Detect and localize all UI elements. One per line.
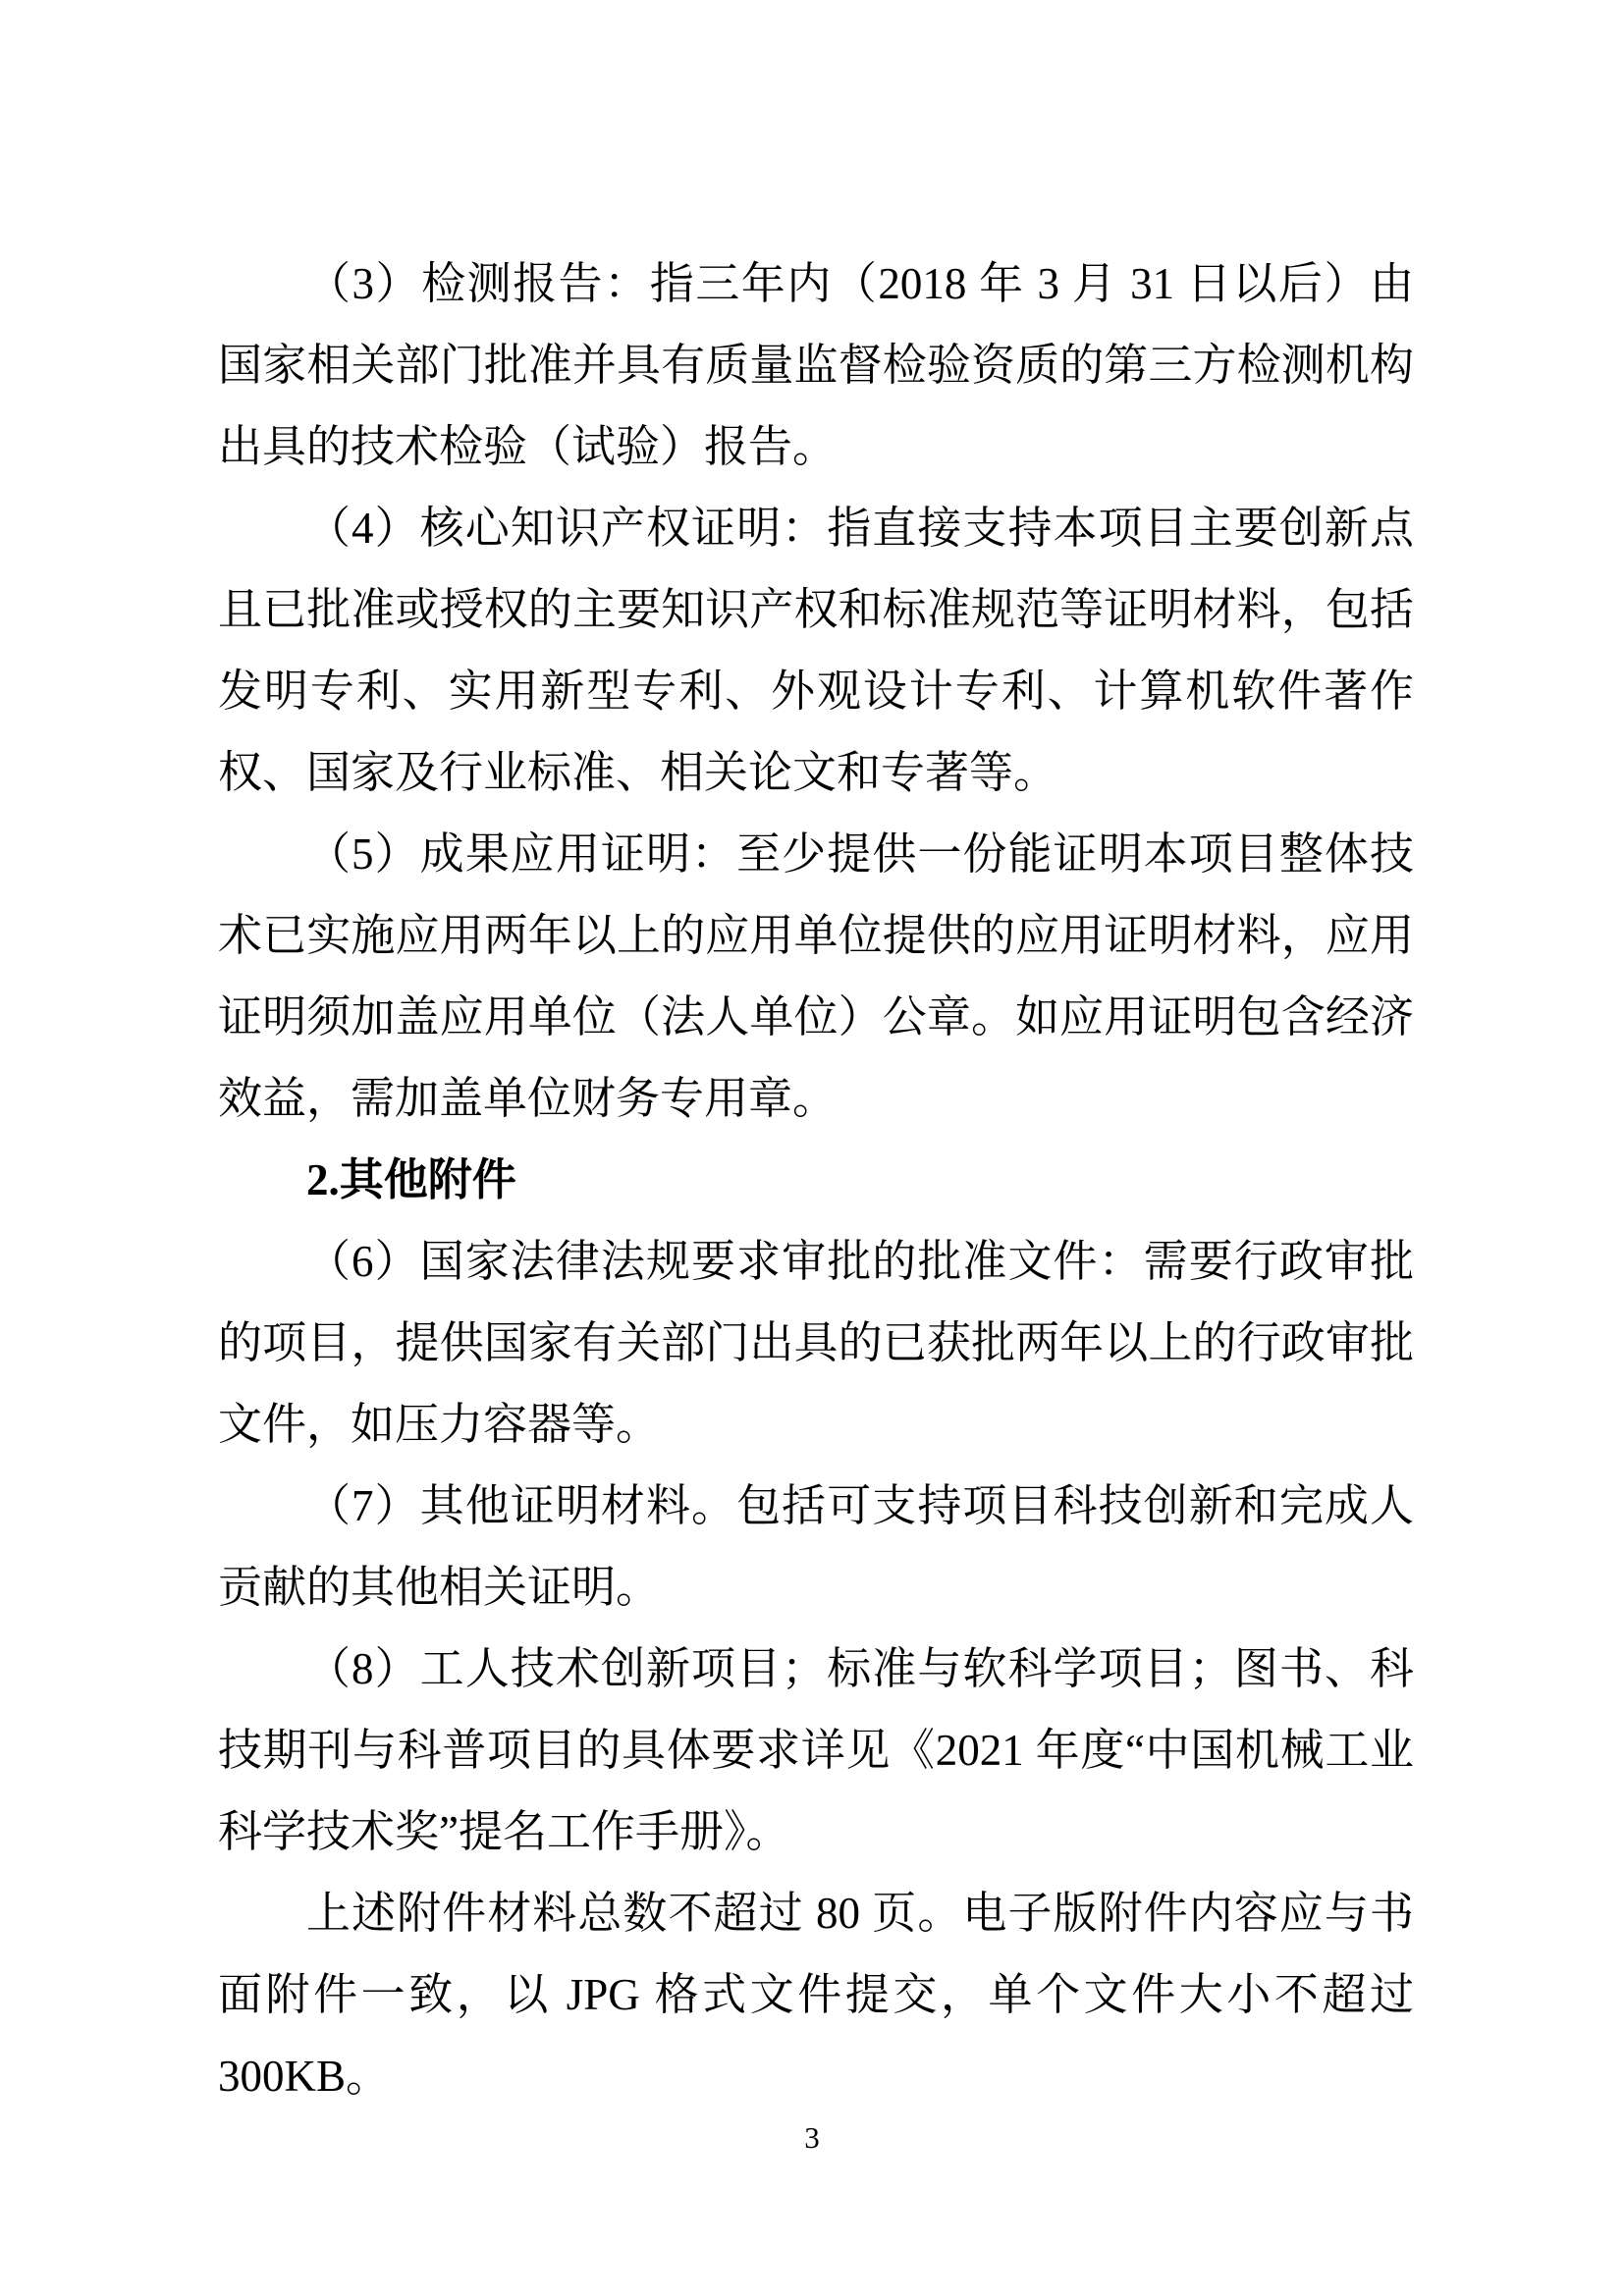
- paragraph-special-project-requirements: （8）工人技术创新项目；标准与软科学项目；图书、科技期刊与科普项目的具体要求详见《2021 年度“中国机械工业科学技术奖”提名工作手册》。: [218, 1644, 1414, 1856]
- page-number: 3: [804, 2120, 820, 2155]
- page-footer: [0, 2118, 1624, 2158]
- paragraph-approval-documents: （6）国家法律法规要求审批的批准文件：需要行政审批的项目，提供国家有关部门出具的已获批两年以上的行政审批文件，如压力容器等。: [218, 1237, 1414, 1449]
- paragraph-attachment-limits: 上述附件材料总数不超过 80 页。电子版附件内容应与书面附件一致，以 JPG 格式文件提交，单个文件大小不超过 300KB。: [218, 1889, 1414, 2101]
- paragraph-test-report: （3）检测报告：指三年内（2018 年 3 月 31 日以后）由国家相关部门批准并具有质量监督检验资质的第三方检测机构出具的技术检验（试验）报告。: [218, 259, 1414, 471]
- paragraph-application-proof: （5）成果应用证明：至少提供一份能证明本项目整体技术已实施应用两年以上的应用单位提供的应用证明材料，应用证明须加盖应用单位（法人单位）公章。如应用证明包含经济效益，需加盖单位财务专用章。: [218, 829, 1414, 1123]
- section-heading-other-attachments: 2.其他附件: [306, 1155, 516, 1204]
- document-body: [218, 243, 1414, 2117]
- paragraph-core-ip-proof: （4）核心知识产权证明：指直接支持本项目主要创新点且已批准或授权的主要知识产权和标准规范等证明材料，包括发明专利、实用新型专利、外观设计专利、计算机软件著作权、国家及行业标准、相关论文和专著等。: [218, 504, 1414, 797]
- paragraph-other-proof-materials: （7）其他证明材料。包括可支持项目科技创新和完成人贡献的其他相关证明。: [218, 1481, 1414, 1612]
